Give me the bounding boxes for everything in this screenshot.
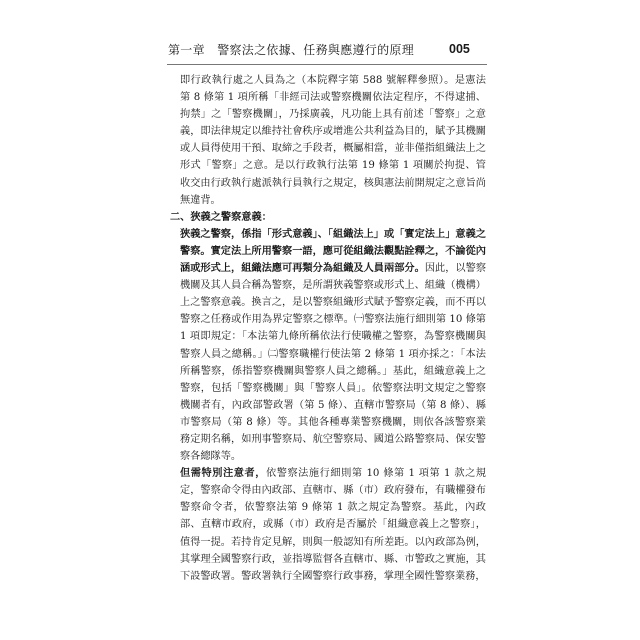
paragraph-3-bold: 但需特別注意者， — [180, 467, 266, 480]
chapter-title: 第一章 警察法之依據、任務與應遵行的原理 — [168, 43, 415, 57]
page-header — [168, 42, 486, 58]
section-heading: 二、狹義之警察意義： — [170, 210, 272, 223]
header-divider — [167, 64, 487, 65]
paragraph-2-bold: 狹義之警察，係指「形式意義」、「組織法上」或「實定法上」意義之警察。實定法上所用警察一語，應可從組織法觀點詮釋之，不論從內涵或形式上，組織法應可再類分為組織及人員兩部分。 — [180, 227, 486, 275]
page-number: 005 — [449, 42, 470, 56]
paragraph-3 — [170, 465, 486, 585]
paragraph-1: 即行政執行處之人員為之（本院釋字第 588 號解釋參照）。是憲法第 8 條第 1 項所稱「非經司法或警察機關依法定程序，不得逮捕、拘禁」之「警察機關」，乃採廣義，凡功能上具有前述「警察」之意義，即法律規定以維持社會秩序或增進公共利益為目的，賦予其機關或人員得使用干預、取締之手段者，概屬相當，並非僅指組織法上之形式「警察」之意。是以行政執行法第 19 條第 1 項關於拘提、管收交由行政執行處派執行員執行之規定，核與憲法前開規定之意旨尚無違背。 — [180, 75, 486, 206]
paragraph-3-text: 依警察法施行細則第 10 條第 1 項第 1 款之規定，警察命令得由內政部、直轄市、縣（市）政府發布，有職權發布警察命令者，依警察法第 9 條第 1 款之規定為警察。基此，內政部、直轄市政府，或縣（市）政府是否屬於「組織意義上之警察」，值得一提。若持肯定見解，則與一般認知有所差距。以內政部為例，其掌理全國警察行政，並指導監督各直轄市、縣、市警政之實施，其下設警政署。警政署執行全國警察行政事務，掌理全國性警察業務， — [180, 468, 486, 582]
page-body — [170, 72, 486, 585]
paragraph-2-text: 因此，以警察機關及其人員合稱為警察，是所謂狹義警察或形式上、組織（機構）上之警察意義。換言之，是以警察組織形式賦予警察定義，而不再以警察之任務或作用為界定警察之標準。㈠警察法施行細則第 10 條第 1 項即規定：「本法第九條所稱依法行使職權之警察，為警察機關與警察人員之總稱。」㈡警察職權行使法第 2 條第 1 項亦採之：「本法所稱警察，係指警察機關與警察人員之總稱。」基此，組織意義上之警察，包括「警察機關」與「警察人員」。依警察法明文規定之警察機關者有，內政部警政署（第 5 條）、直轄市警察局（第 8 條）、縣市警察局（第 8 條）等。其他各種專業警察機關，則依各該警察業務定期名稱，如刑事警察局、航空警察局、國道公路警察局、保安警察各總隊等。 — [180, 263, 487, 463]
paragraph-2 — [170, 226, 486, 465]
